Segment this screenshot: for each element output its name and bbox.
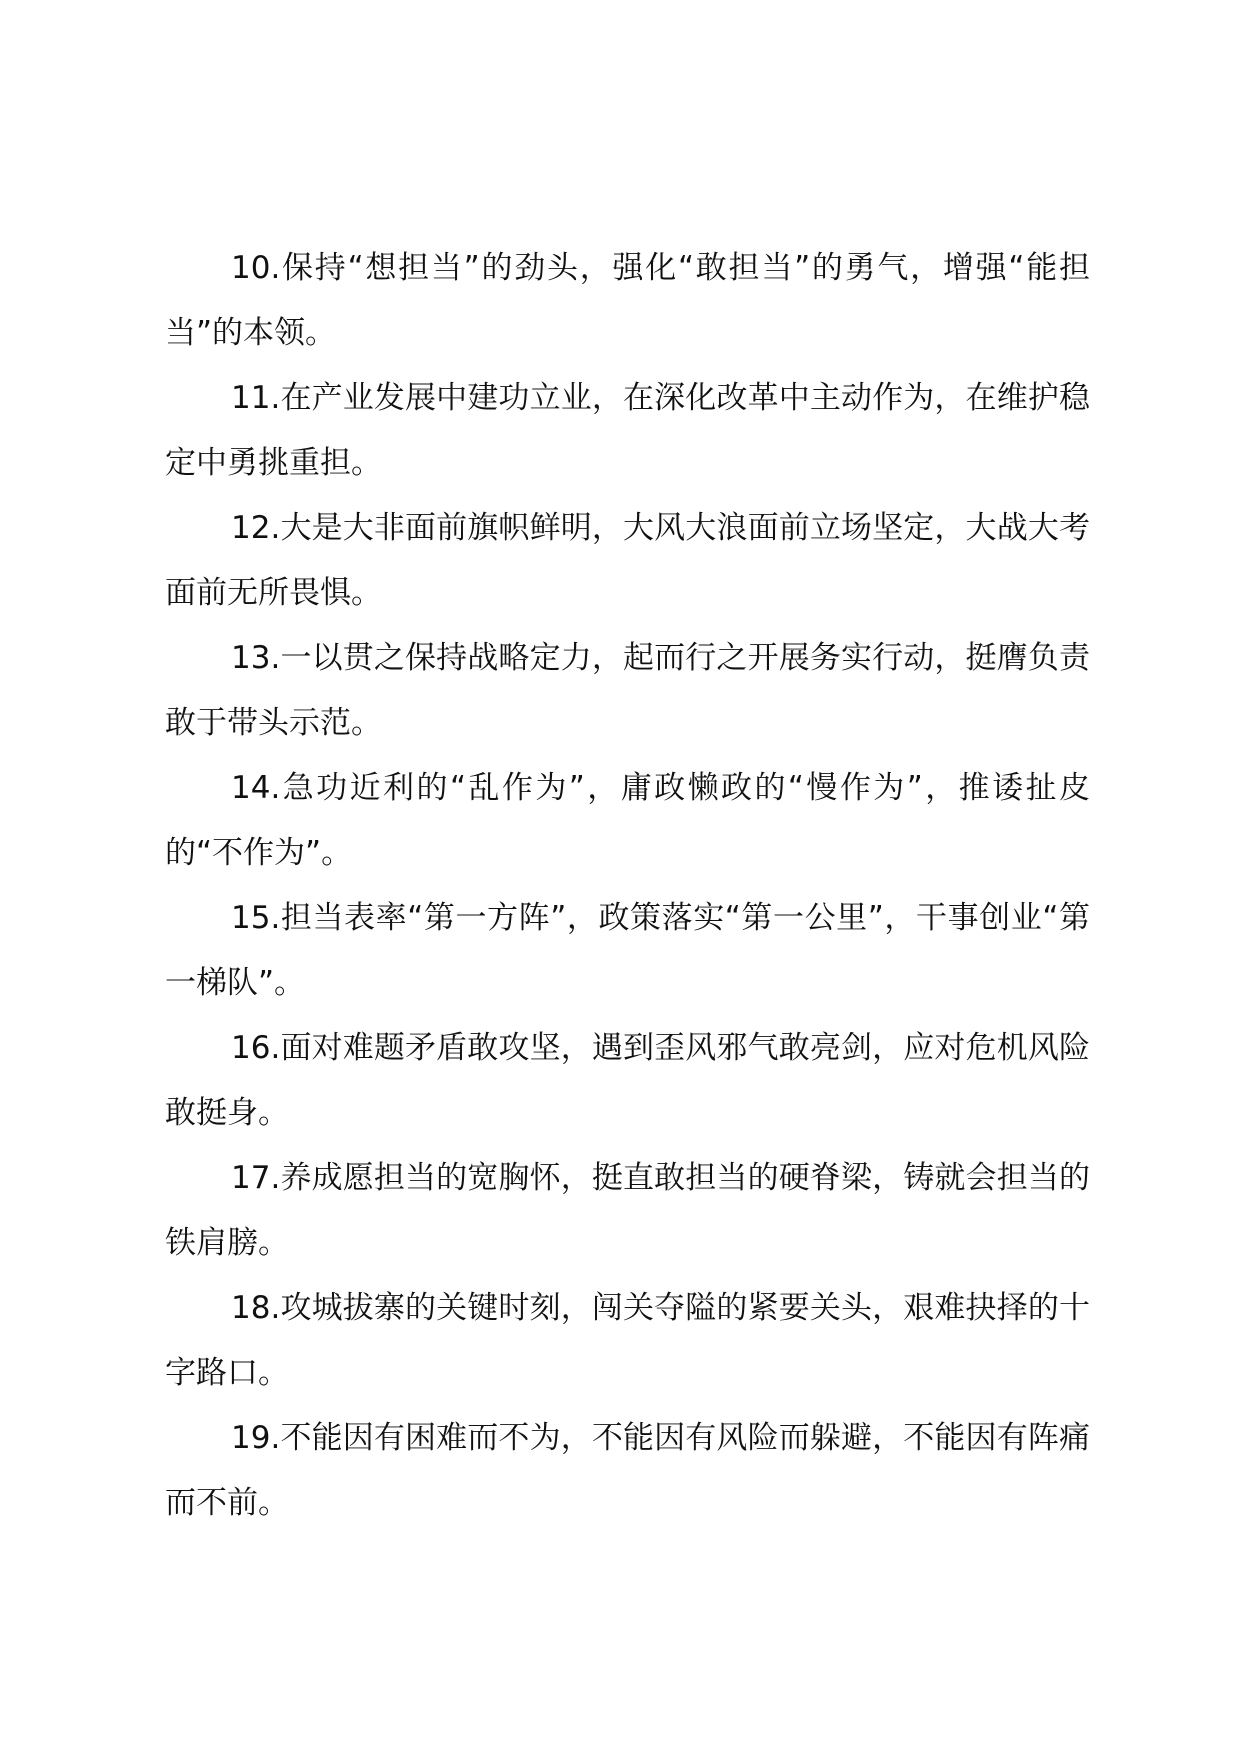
paragraph-18: 18.攻城拔寨的关键时刻，闯关夺隘的紧要关头，艰难抉择的十字路口。	[165, 1290, 1090, 1391]
paragraph-14: 14.急功近利的“乱作为”，庸政懒政的“慢作为”，推诿扯皮的“不作为”。	[165, 770, 1090, 871]
paragraph-13: 13.一以贯之保持战略定力，起而行之开展务实行动，挺膺负责敢于带头示范。	[165, 640, 1090, 741]
paragraph-16: 16.面对难题矛盾敢攻坚，遇到歪风邪气敢亮剑，应对危机风险敢挺身。	[165, 1030, 1090, 1131]
document-body	[165, 236, 1090, 1536]
paragraph-10: 10.保持“想担当”的劲头，强化“敢担当”的勇气，增强“能担当”的本领。	[165, 250, 1090, 351]
paragraph-12: 12.大是大非面前旗帜鲜明，大风大浪面前立场坚定，大战大考面前无所畏惧。	[165, 510, 1090, 611]
paragraph-15: 15.担当表率“第一方阵”，政策落实“第一公里”，干事创业“第一梯队”。	[165, 900, 1090, 1001]
paragraph-19: 19.不能因有困难而不为，不能因有风险而躲避，不能因有阵痛而不前。	[165, 1420, 1090, 1521]
paragraph-17: 17.养成愿担当的宽胸怀，挺直敢担当的硬脊梁，铸就会担当的铁肩膀。	[165, 1160, 1090, 1261]
paragraph-11: 11.在产业发展中建功立业，在深化改革中主动作为，在维护稳定中勇挑重担。	[165, 380, 1090, 481]
